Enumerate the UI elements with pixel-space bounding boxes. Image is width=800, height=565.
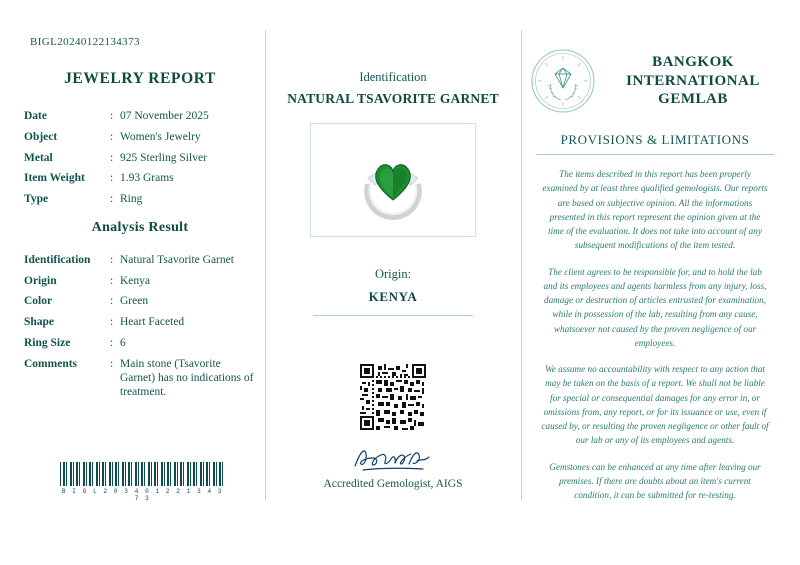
provisions-paragraph: The items described in this report has been properly examined by at least three qualified gemologists. Our reports are based on subjective opinion. All the informations presented in this report represent the opinion given at the time of the evaluation. It does not take into account of any subsequent modifications of the item tested.	[542, 169, 768, 251]
barcode	[60, 462, 225, 502]
field-label: Item Weight	[24, 172, 85, 185]
field-value: 1.93 Grams	[120, 172, 174, 185]
table-row	[24, 168, 256, 189]
field-value: Green	[120, 295, 149, 308]
provisions-divider	[536, 154, 774, 155]
field-colon: :	[110, 172, 114, 185]
field-label: Color	[24, 295, 53, 308]
provisions-paragraph: We assume no accountability with respect to any action that may be taken on the basis of a report. We shall not be liable for special or consequential damages for any error in, or omissions from, any report, or for its issuance or use, even if caused by, or resulting the proven negligence or other fault of our lab or any of its employees and agents.	[541, 364, 769, 446]
gemlab-seal-icon	[530, 48, 596, 114]
field-value: Women's Jewelry	[120, 130, 201, 143]
center-column	[272, 70, 514, 490]
right-column	[530, 48, 780, 514]
field-label: Origin	[24, 274, 57, 287]
field-colon: :	[110, 193, 114, 206]
field-label: Shape	[24, 316, 55, 329]
table-row	[24, 354, 256, 404]
field-label: Metal	[24, 151, 53, 164]
field-value: Natural Tsavorite Garnet	[120, 253, 234, 266]
field-colon: :	[110, 110, 114, 123]
table-row	[24, 333, 256, 354]
item-photo-frame	[310, 123, 476, 237]
field-colon: :	[110, 274, 114, 287]
field-value: 07 November 2025	[120, 110, 209, 123]
qr-code[interactable]	[360, 364, 426, 430]
field-colon: :	[110, 253, 114, 266]
report-id: BIGL20240122134373	[30, 36, 140, 48]
origin-divider	[313, 315, 473, 316]
column-divider-left	[265, 30, 266, 500]
field-value: Kenya	[120, 274, 151, 287]
table-row	[24, 106, 256, 127]
table-row	[24, 271, 256, 292]
handwritten-signature	[351, 444, 435, 474]
field-value: Main stone (Tsavorite Garnet) has no indications of treatment.	[120, 357, 254, 399]
analysis-result-table	[24, 250, 256, 403]
analysis-result-heading: Analysis Result	[91, 219, 189, 235]
field-label: Ring Size	[24, 336, 71, 349]
table-row	[24, 189, 256, 210]
lab-header	[530, 48, 780, 114]
lab-name: BANGKOK INTERNATIONAL GEMLAB	[626, 53, 760, 108]
field-colon: :	[110, 336, 114, 349]
table-row	[24, 127, 256, 148]
column-divider-right	[521, 30, 522, 500]
origin-label: Origin:	[374, 267, 412, 281]
table-row	[24, 250, 256, 271]
field-label: Type	[24, 193, 49, 206]
table-row	[24, 291, 256, 312]
field-value: Ring	[120, 193, 143, 206]
field-value: 925 Sterling Silver	[120, 151, 207, 164]
field-label: Object	[24, 130, 58, 143]
barcode-number: B I G L 2 0 3 4 0 1 2 2 1 3 4 3 7 3	[61, 488, 224, 502]
field-colon: :	[110, 295, 114, 308]
gemologist-caption: Accredited Gemologist, AIGS	[323, 478, 463, 490]
field-colon: :	[110, 357, 114, 370]
field-label: Identification	[24, 253, 91, 266]
table-row	[24, 312, 256, 333]
provisions-paragraph: Gemstones can be enhanced at any time after leaving our premises. If there are doubts about an item's current condition, it can be submitted for re-testing.	[549, 461, 761, 500]
left-column	[24, 70, 256, 403]
field-label: Date	[24, 110, 47, 123]
identification-value: NATURAL TSAVORITE GARNET	[287, 91, 499, 106]
origin-value: KENYA	[368, 289, 418, 304]
provisions-title: PROVISIONS & LIMITATIONS	[560, 132, 750, 147]
identification-label: Identification	[359, 70, 427, 84]
ring-photo	[338, 138, 448, 222]
field-colon: :	[110, 130, 114, 143]
provisions-paragraph: The client agrees to be responsible for, and to hold the lab and its employees and agents harmless from any injury, loss, damage or destruction of articles entrusted for examination, while in possession of the lab, resulting from any cause, whatsoever not caused by the proven negligence of our employees.	[543, 266, 767, 348]
barcode-bars	[60, 462, 225, 486]
table-row	[24, 148, 256, 169]
item-details-table	[24, 106, 256, 210]
field-colon: :	[110, 151, 114, 164]
field-value: 6	[120, 336, 126, 349]
field-value: Heart Faceted	[120, 316, 185, 329]
field-colon: :	[110, 316, 114, 329]
page-title: JEWELRY REPORT	[64, 70, 216, 87]
field-label: Comments	[24, 357, 78, 370]
